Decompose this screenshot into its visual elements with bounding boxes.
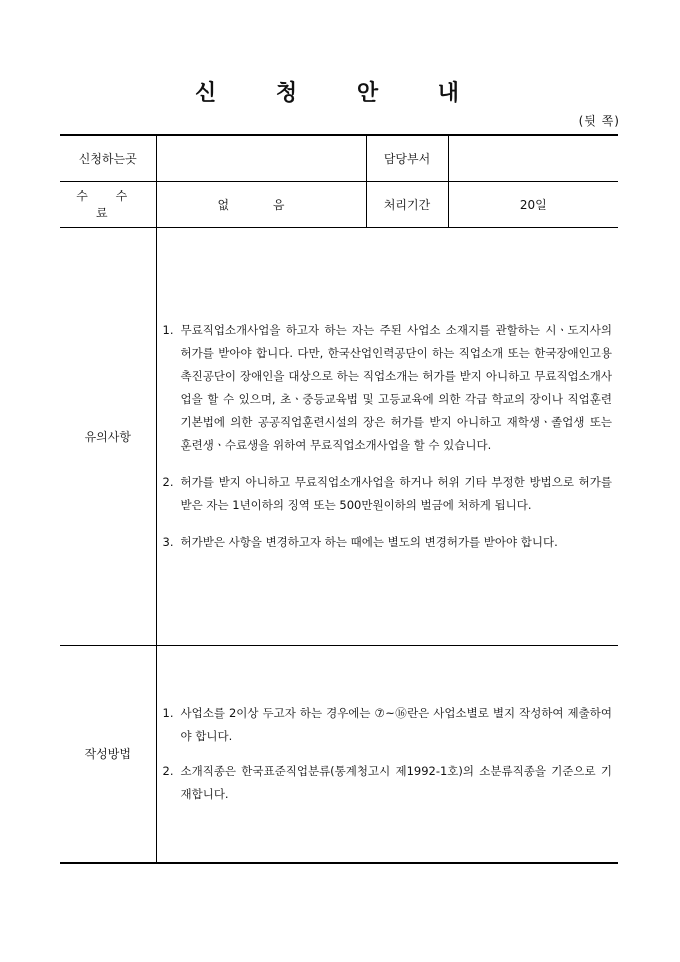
- period-label: 처리기간: [366, 181, 448, 227]
- dept-label: 담당부서: [366, 135, 448, 181]
- page-side-note: (뒷 쪽): [578, 114, 620, 128]
- cautions-content: [156, 227, 618, 645]
- place-label: 신청하는곳: [60, 135, 156, 181]
- dept-value: [448, 135, 618, 181]
- page-title: 신 청 안 내: [195, 80, 485, 106]
- caution-item: 2. 허가를 받지 아니하고 무료직업소개사업을 하거나 허위 기타 부정한 방법으로 허가를 받은 자는 1년이하의 징역 또는 500만원이하의 벌금에 처하게 됩니다.: [162, 474, 612, 512]
- method-label: 작성방법: [60, 645, 156, 863]
- caution-item: 3. 허가받은 사항을 변경하고자 하는 때에는 별도의 변경허가를 받아야 합니다.: [162, 534, 558, 549]
- method-list: [163, 702, 613, 806]
- caution-item: 1. 무료직업소개사업을 하고자 하는 자는 주된 사업소 소재지를 관할하는 시ㆍ도지사의 허가를 받아야 합니다. 다만, 한국산업인력공단이 하는 직업소개 또는 한국장애인고용촉진공단이 장애인을 대상으로 하는 직업소개는 허가를 받지 아니하고 무료직업소개사업을 할 수 있으며, 초ㆍ중등교육법 및 고등교육에 의한 각급 학교의 장이나 직업훈련기본법에 의한 공공직업훈련시설의 장은 허가를 받지 아니하고 재학생ㆍ졸업생 또는 훈련생ㆍ수료생을 위하여 무료직업소개사업을 할 수 있습니다.: [162, 322, 612, 452]
- method-item: 1. 사업소를 2이상 두고자 하는 경우에는 ⑦~⑯란은 사업소별로 별지 작성하여 제출하여야 합니다.: [162, 705, 612, 743]
- place-value: [156, 135, 366, 181]
- row-cautions: [60, 227, 618, 645]
- application-guide-table: [60, 134, 618, 864]
- row-method: [60, 645, 618, 863]
- row-fee: [60, 181, 618, 227]
- fee-label: 수 수 료: [60, 181, 156, 227]
- period-value: 20일: [448, 181, 618, 227]
- cautions-list: [163, 319, 613, 554]
- method-item: 2. 소개직종은 한국표준직업분류(통계청고시 제1992-1호)의 소분류직종을 기준으로 기재합니다.: [162, 763, 612, 801]
- method-content: [156, 645, 618, 863]
- row-place: [60, 135, 618, 181]
- fee-value: 없 음: [156, 181, 366, 227]
- cautions-label: 유의사항: [60, 227, 156, 645]
